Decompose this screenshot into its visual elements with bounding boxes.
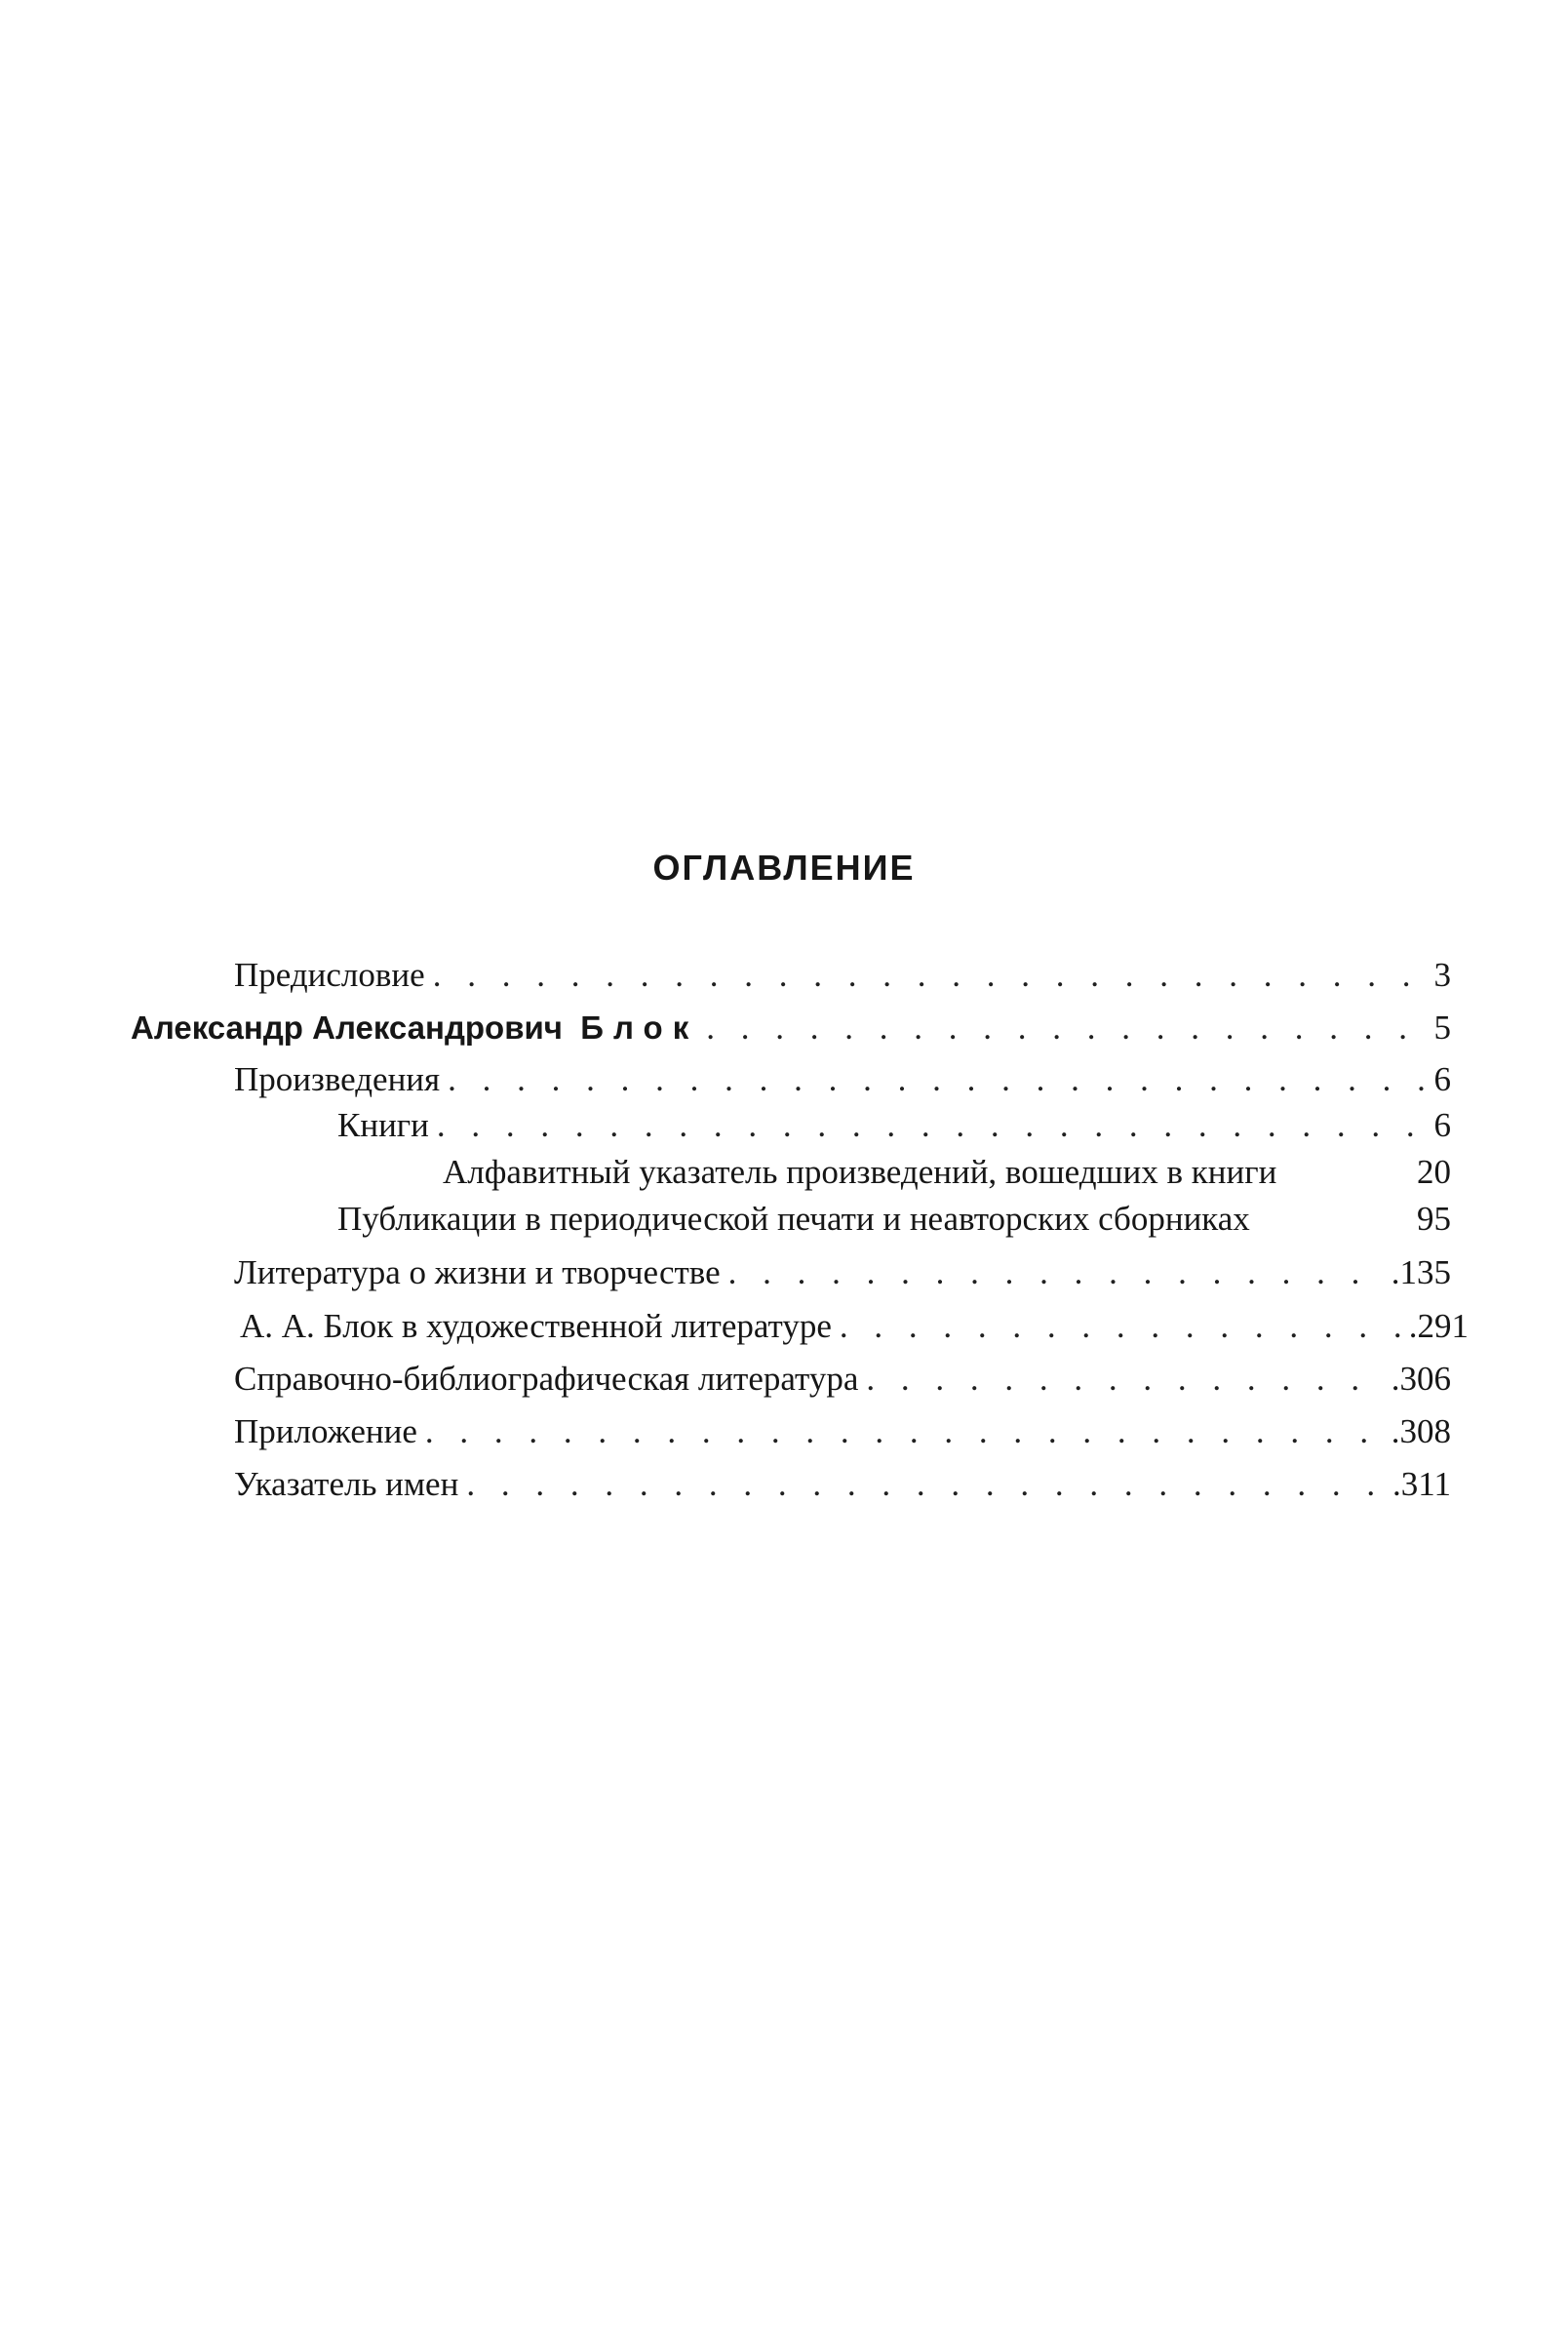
toc-entry-literature-about[interactable] [234,1249,1451,1296]
toc-page-number: .311 [1392,1465,1451,1503]
dot-leader [433,952,1427,999]
toc-entry-alphabetical-index[interactable] [443,1149,1451,1196]
dot-leader [448,1056,1426,1103]
toc-page-number: .135 [1391,1253,1451,1291]
toc-page-number: .291 [1408,1307,1469,1345]
author-name: Александр Александрович [131,1009,563,1046]
toc-entry-author[interactable] [131,1005,1451,1051]
dot-leader [466,1461,1385,1508]
toc-entry-label: Алфавитный указатель произведений, вошедших в книги [443,1153,1277,1191]
toc-entry-label: Книги [337,1106,429,1144]
toc-page-number: 3 [1433,956,1451,994]
toc-page-number: 20 [1417,1153,1451,1191]
dot-leader [425,1408,1384,1455]
toc-entry-label: Произведения [234,1060,441,1098]
toc-entry-reference-literature[interactable] [234,1356,1451,1403]
toc-entry-label: Предисловие [234,956,425,994]
dot-leader [728,1249,1384,1296]
toc-entry-publications[interactable] [337,1196,1451,1243]
toc-entry-preface[interactable] [234,952,1451,999]
toc-entry-appendix[interactable] [234,1408,1451,1455]
toc-page-number: 6 [1433,1106,1451,1144]
dot-leader [706,1005,1426,1051]
toc-entry-name-index[interactable] [234,1461,1451,1508]
toc-page-number: 5 [1433,1009,1451,1047]
toc-page-number: .308 [1391,1412,1451,1450]
dot-leader [866,1356,1383,1403]
toc-entry-label: Литература о жизни и творчестве [234,1253,721,1291]
toc-entry-label: А. А. Блок в художественной литературе [240,1307,832,1345]
toc-entry-books[interactable] [337,1102,1451,1149]
toc-page-number: 6 [1433,1060,1451,1098]
toc-entry-label: Справочно-библиографическая литература [234,1360,859,1398]
toc-entry-label [131,1005,698,1051]
author-surname: Блок [580,1009,699,1046]
toc-page-number: .306 [1391,1360,1451,1398]
toc-entry-label: Публикации в периодической печати и неавторских сборниках [337,1200,1250,1238]
dot-leader [840,1303,1401,1350]
page-title: ОГЛАВЛЕНИЕ [652,848,916,888]
toc-entry-label: Приложение [234,1412,417,1450]
toc-entry-works[interactable] [234,1056,1451,1103]
toc-page-number: 95 [1417,1200,1451,1238]
dot-leader [437,1102,1427,1149]
toc-entry-label: Указатель имен [234,1465,459,1503]
toc-entry-blok-in-fiction[interactable] [240,1303,1469,1350]
